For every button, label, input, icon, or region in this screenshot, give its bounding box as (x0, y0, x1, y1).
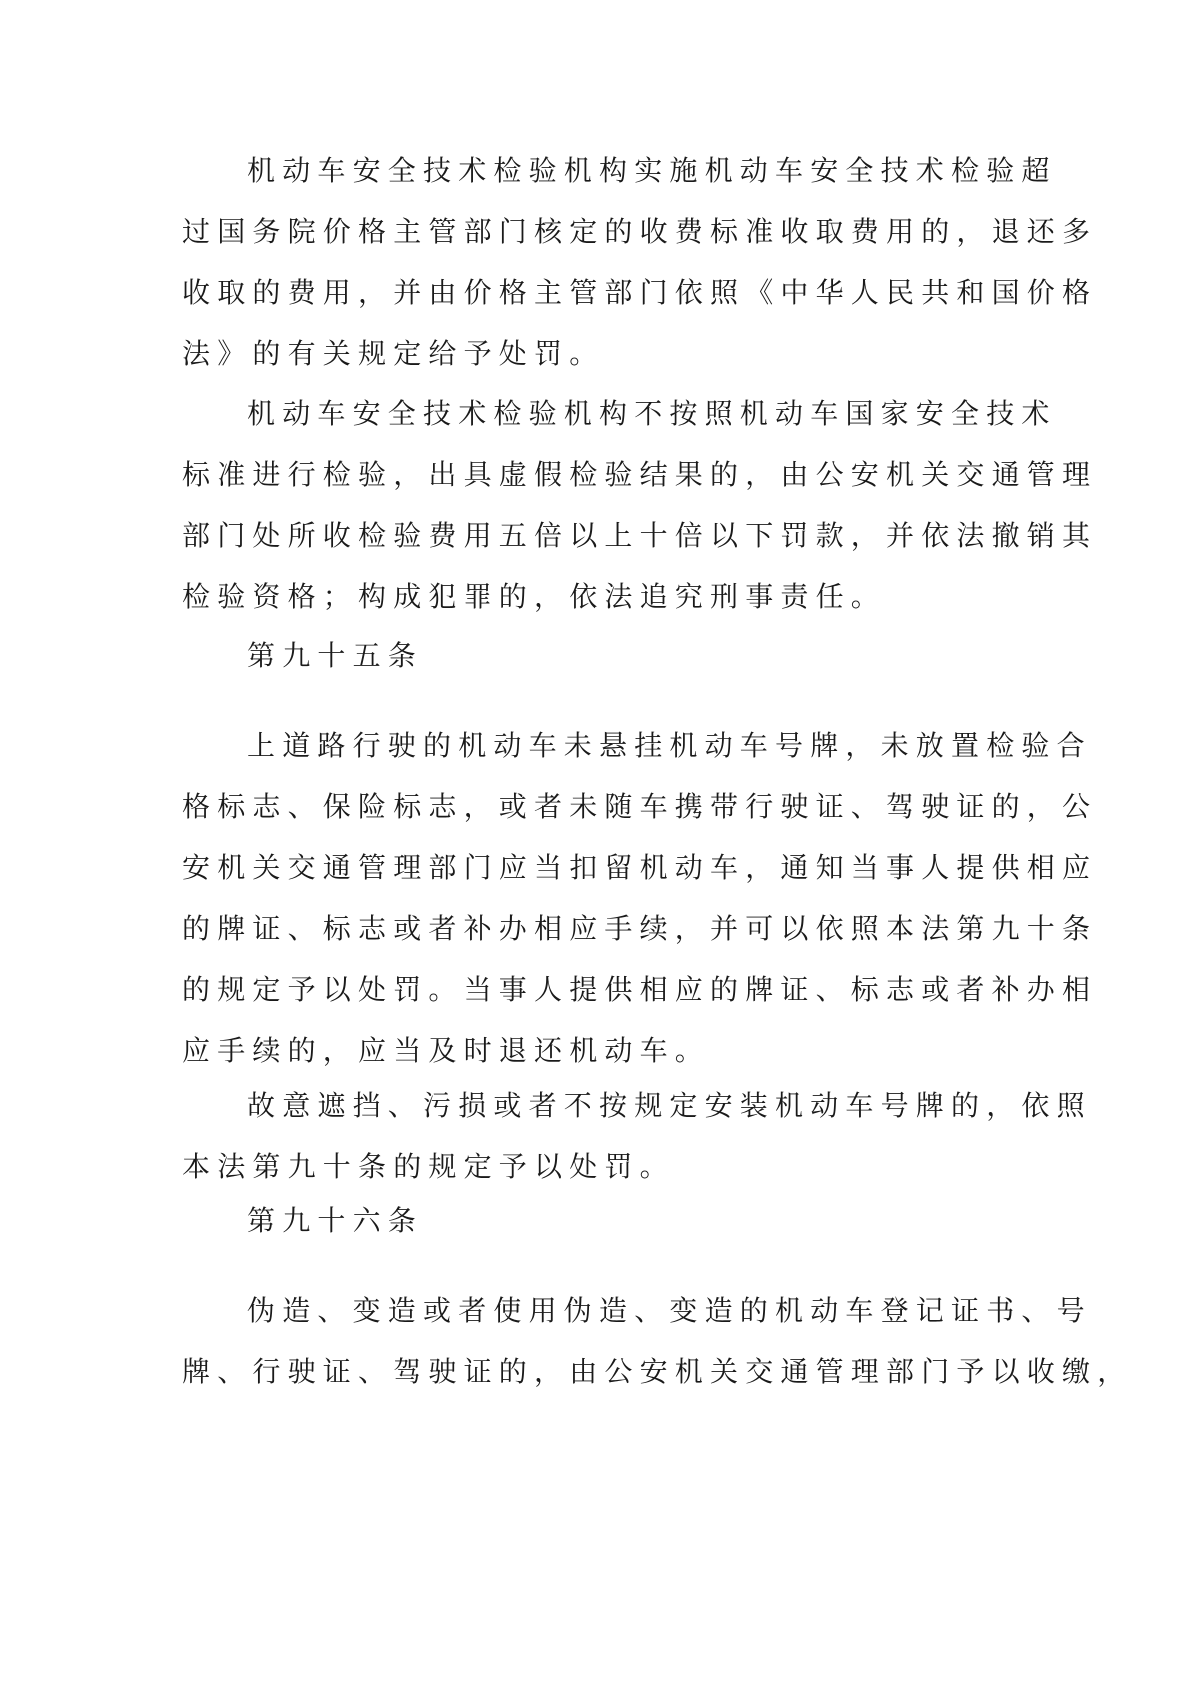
paragraph-line: 本法第九十条的规定予以处罚。 (182, 1150, 675, 1183)
paragraph-line: 标准进行检验，出具虚假检验结果的，由公安机关交通管理 (182, 458, 1098, 491)
paragraph-obscured-plate (182, 1075, 1092, 1197)
paragraph-line: 伪造、变造或者使用伪造、变造的机动车登记证书、号 (247, 1294, 1092, 1327)
paragraph-inspection-fee (182, 140, 1098, 384)
paragraph-false-inspection (182, 383, 1098, 627)
paragraph-line: 格标志、保险标志，或者未随车携带行驶证、驾驶证的，公 (182, 790, 1098, 823)
article-heading-text: 第九十五条 (247, 639, 424, 672)
paragraph-line: 检验资格；构成犯罪的，依法追究刑事责任。 (182, 580, 887, 613)
paragraph-line: 应手续的，应当及时退还机动车。 (182, 1034, 711, 1067)
paragraph-line: 过国务院价格主管部门核定的收费标准收取费用的，退还多 (182, 215, 1098, 248)
paragraph-line: 机动车安全技术检验机构不按照机动车国家安全技术 (247, 397, 1057, 430)
paragraph-forged-documents (182, 1280, 1133, 1402)
paragraph-line: 机动车安全技术检验机构实施机动车安全技术检验超 (247, 154, 1057, 187)
paragraph-line: 安机关交通管理部门应当扣留机动车，通知当事人提供相应 (182, 851, 1098, 884)
paragraph-line: 收取的费用，并由价格主管部门依照《中华人民共和国价格 (182, 276, 1098, 309)
article-heading-text: 第九十六条 (247, 1204, 424, 1237)
paragraph-line: 的牌证、标志或者补办相应手续，并可以依照本法第九十条 (182, 912, 1098, 945)
paragraph-line: 的规定予以处罚。当事人提供相应的牌证、标志或者补办相 (182, 973, 1098, 1006)
paragraph-line: 法》的有关规定给予处罚。 (182, 337, 605, 370)
paragraph-line: 牌、行驶证、驾驶证的，由公安机关交通管理部门予以收缴， (182, 1355, 1133, 1388)
paragraph-license-plate (182, 715, 1098, 1081)
article-heading-96 (182, 1190, 1022, 1251)
paragraph-line: 上道路行驶的机动车未悬挂机动车号牌，未放置检验合 (247, 729, 1092, 762)
paragraph-line: 部门处所收检验费用五倍以上十倍以下罚款，并依法撤销其 (182, 519, 1098, 552)
paragraph-line: 故意遮挡、污损或者不按规定安装机动车号牌的，依照 (247, 1089, 1092, 1122)
article-heading-95 (182, 625, 1022, 686)
